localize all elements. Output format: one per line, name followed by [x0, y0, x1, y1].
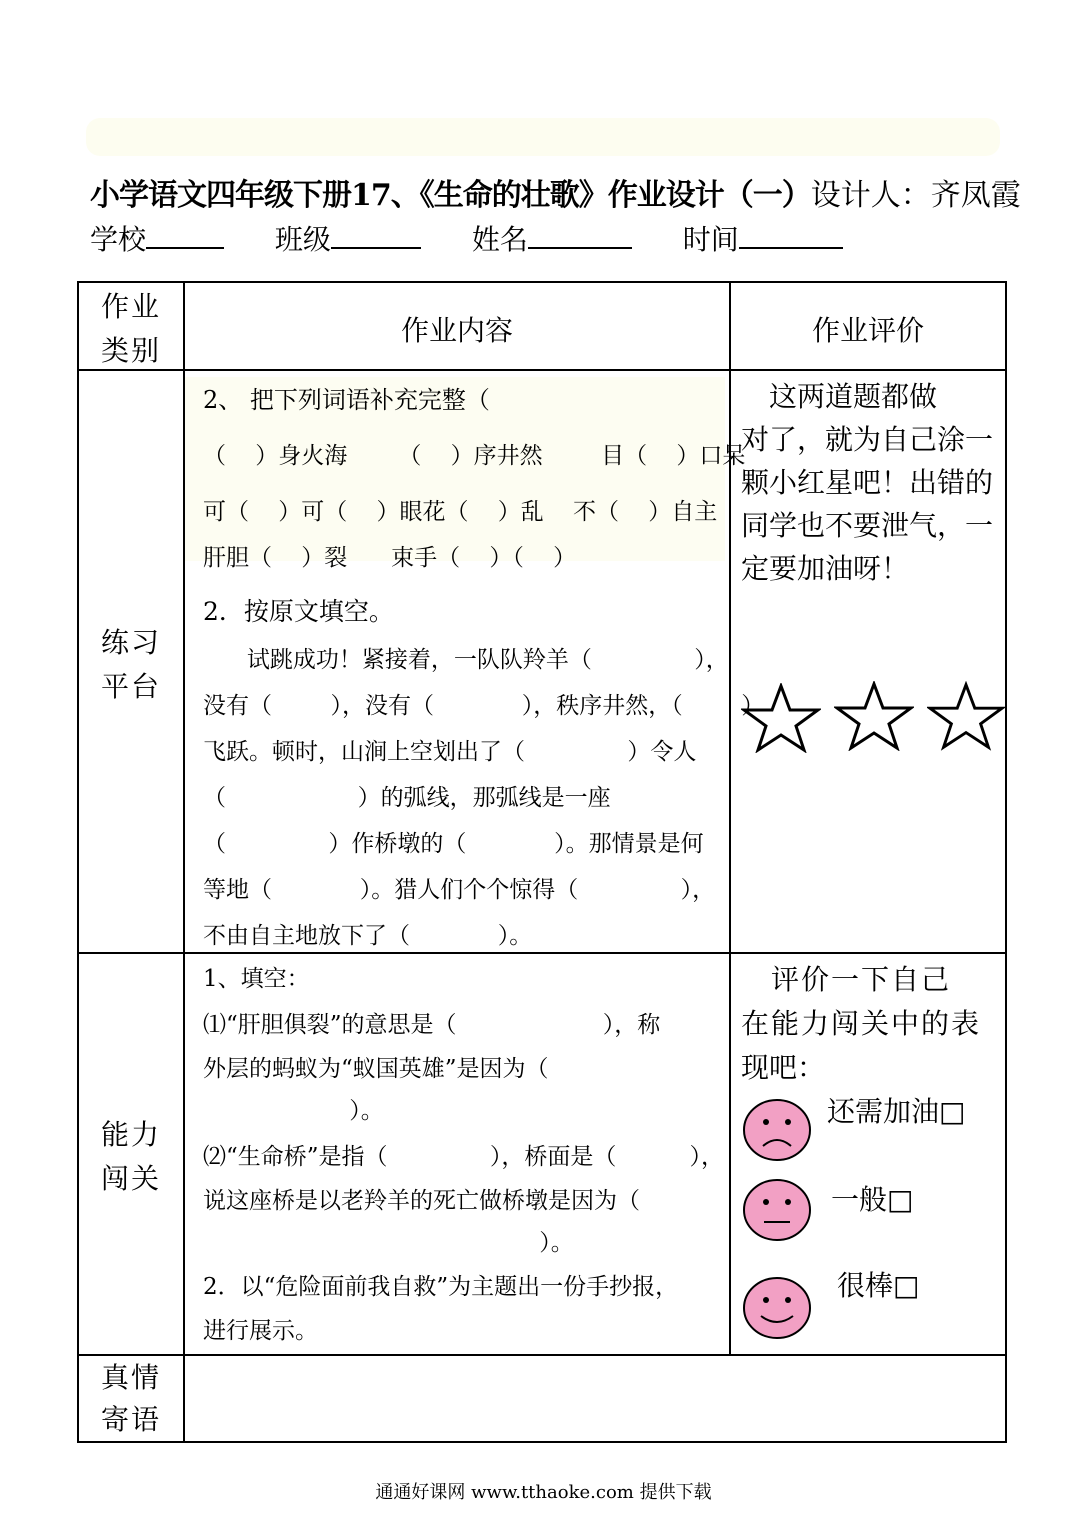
practice-line: 可（ ）可（ ）眼花（ ）乱 不（ ）自主 [203, 499, 718, 525]
practice-eval-line: 这两道题都做 [741, 380, 938, 413]
header-category-line2: 类别 [100, 334, 161, 367]
table-border-left [77, 281, 79, 1443]
message-category-line2: 寄语 [100, 1403, 161, 1436]
ability-line: 2．以“危险面前我自救”为主题出一份手抄报， [203, 1274, 679, 1300]
practice-category [79, 621, 183, 709]
ability-line: ）。 [203, 1098, 384, 1124]
homework-table [77, 281, 1007, 1443]
ability-line: 外层的蚂蚁为“蚁国英雄”是因为（ [203, 1056, 549, 1082]
practice-category-line1: 练习 [100, 626, 161, 659]
header-evaluation: 作业评价 [811, 314, 924, 347]
ability-line: 说这座桥是以老羚羊的死亡做桥墩是因为（ [203, 1188, 640, 1214]
school-label: 学校 [90, 223, 147, 256]
class-label: 班级 [274, 223, 331, 256]
star-icon[interactable] [834, 681, 914, 751]
header-category [79, 285, 183, 373]
practice-line: （ ）的弧线，那弧线是一座 [203, 785, 611, 811]
ability-eval-line: 现吧： [741, 1051, 826, 1084]
message-category-line1: 真情 [100, 1361, 161, 1394]
ability-category-line2: 闯关 [100, 1162, 161, 1195]
happy-face-icon [741, 1276, 813, 1340]
page-title [90, 170, 1021, 214]
star-icon[interactable] [741, 683, 821, 753]
designer-text: 设计人：齐凤霞 [810, 178, 1021, 213]
practice-line: （ ）作桥墩的（ ）。那情景是何 [203, 831, 704, 857]
name-blank[interactable] [528, 221, 632, 249]
class-blank[interactable] [331, 221, 421, 249]
ability-line: 1、填空： [203, 966, 310, 992]
option-needs-work[interactable]: 还需加油□ [827, 1095, 966, 1128]
title-text: 小学语文四年级下册17、《生命的壮歌》作业设计（一） [90, 178, 811, 213]
ability-category-line1: 能力 [100, 1118, 161, 1151]
message-category [79, 1357, 183, 1441]
practice-line: 2．按原文填空。 [203, 597, 394, 626]
header-content: 作业内容 [400, 314, 513, 347]
ability-eval-line: 评价一下自己 [741, 963, 952, 996]
practice-line: 2、 把下列词语补充完整（ [203, 386, 490, 414]
practice-line: 飞跃。顿时，山涧上空划出了（ ）令人 [203, 739, 697, 765]
table-border-bottom [77, 1441, 1007, 1443]
footer-credit: 通通好课网 www.tthaoke.com 提供下载 [375, 1482, 712, 1503]
time-blank[interactable] [739, 221, 843, 249]
student-info-row [90, 218, 843, 258]
ability-category [79, 1113, 183, 1201]
name-label: 姓名 [471, 223, 528, 256]
time-label: 时间 [682, 223, 739, 256]
ability-eval-line: 在能力闯关中的表 [741, 1007, 982, 1040]
practice-line: 不由自主地放下了（ ）。 [203, 923, 533, 949]
star-icon[interactable] [927, 681, 1005, 751]
practice-line: 等地（ ）。猎人们个个惊得（ ）， [203, 877, 716, 903]
header-category-line1: 作业 [100, 290, 161, 323]
neutral-face-icon [741, 1178, 813, 1242]
school-blank[interactable] [146, 221, 224, 249]
header-band [86, 118, 1000, 156]
practice-line: （ ）身火海 （ ）序井然 目（ ）口呆 [203, 443, 746, 469]
ability-evaluation [731, 954, 1005, 1354]
ability-line: ⑴“肝胆俱裂”的意思是（ ），称 [203, 1012, 661, 1038]
practice-line: 试跳成功！紧接着，一队队羚羊（ ）， [203, 647, 729, 673]
practice-content [185, 371, 765, 951]
practice-evaluation [731, 371, 1005, 951]
practice-eval-line: 颗小红星吧！出错的 [741, 466, 994, 499]
ability-content [185, 954, 729, 1354]
ability-line: 进行展示。 [203, 1318, 318, 1344]
practice-eval-line: 对了，就为自己涂一 [741, 423, 994, 456]
ability-line: ）。 [203, 1230, 574, 1256]
sad-face-icon [741, 1098, 813, 1162]
ability-line: ⑵“生命桥”是指（ ），桥面是（ ）， [203, 1144, 724, 1170]
practice-line: 没有（ ），没有（ ），秩序井然，（ ） [203, 693, 765, 719]
option-average[interactable]: 一般□ [831, 1183, 914, 1216]
message-area[interactable] [185, 1356, 1005, 1441]
practice-eval-line: 定要加油呀！ [741, 552, 910, 585]
practice-line: 肝胆（ ）裂 束手（ ）（ ） [203, 545, 577, 571]
table-border-top [77, 281, 1007, 283]
practice-eval-line: 同学也不要泄气，一 [741, 509, 994, 542]
practice-category-line2: 平台 [100, 670, 161, 703]
option-great[interactable]: 很棒□ [837, 1269, 920, 1302]
table-border-right [1005, 281, 1007, 1443]
